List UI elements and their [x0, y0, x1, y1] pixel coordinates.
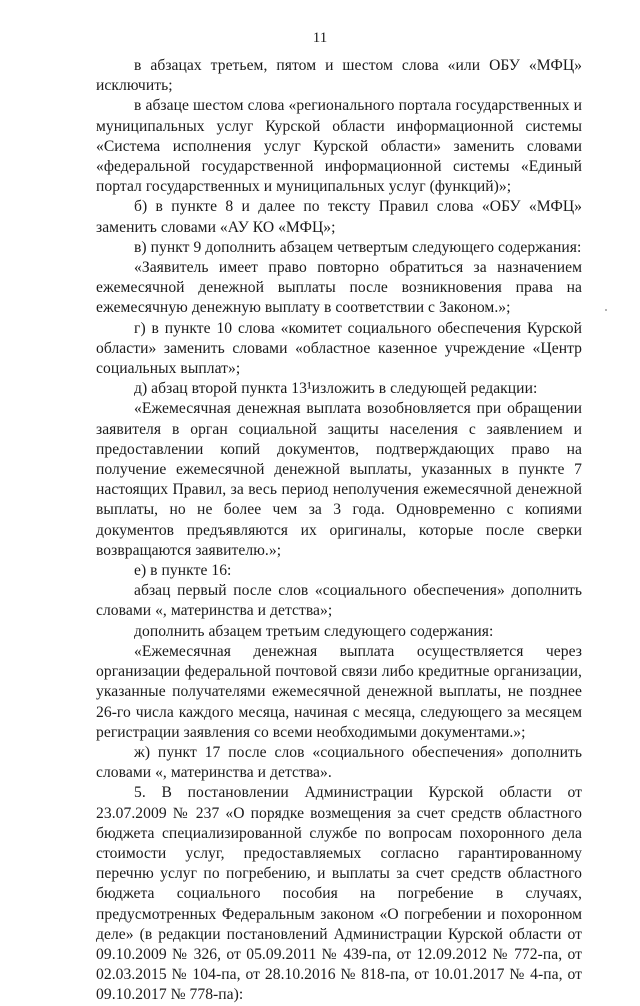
paragraph-2: в абзаце шестом слова «регионального портала государственных и муниципальных услуг Курской области информационной системы «Система исполнения услуг Курской области» заменить словами «федеральной государственной информационной системы «Единый портал государственных и муниципальных услуг (функций)»;: [96, 97, 582, 196]
paragraph-5: «Заявитель имеет право повторно обратиться за назначением ежемесячной денежной выплаты после возникновения права на ежемесячную денежную выплату в соответствии с Законом.»;: [96, 259, 582, 317]
paragraph-11: дополнить абзацем третьим следующего содержания:: [134, 622, 494, 640]
paragraph-6: г) в пункте 10 слова «комитет социального обеспечения Курской области» заменить словами «областное казенное учреждение «Центр социальных выплат»;: [96, 319, 582, 378]
paragraph-12: «Ежемесячная денежная выплата осуществляется через организации федеральной почтовой связи либо кредитные организации, указанные получателями ежемесячной денежной выплаты, не позднее 26-го числа каждого месяца, начиная с месяца, следующего за месяцем регистрации заявления со всеми необходимыми документами.»;: [96, 642, 582, 741]
paragraph-7: д) абзац второй пункта 13¹изложить в следующей редакции:: [134, 380, 538, 398]
scan-speck: [605, 309, 607, 311]
paragraph-14: 5. В постановлении Администрации Курской области от 23.07.2009 № 237 «О порядке возмещения за счет средств областного бюджета специализированной службе по вопросам похоронного дела стоимости услуг, предоставляемых согласно гарантированному перечню услуг по погребению, и выплаты за счет средств областного бюджета социального пособия на погребение в случаях, предусмотренных Федеральным законом «О погребении и похоронном деле» (в редакции постановлений Администрации Курской области от 09.10.2009 № 326, от 05.09.2011 № 439-па, от 12.09.2012 № 772-па, от 02.03.2015 № 104-па, от 28.10.2016 № 818-па, от 10.01.2017 № 4-па, от 09.10.2017 № 778-па):: [96, 784, 582, 1004]
paragraph-3: б) в пункте 8 и далее по тексту Правил слова «ОБУ «МФЦ» заменить словами «АУ КО «МФЦ»;: [96, 198, 582, 236]
paragraph-8: «Ежемесячная денежная выплата возобновляется при обращении заявителя в орган социальной защиты населения с заявлением и предоставлении копий документов, подтверждающих право на получение ежемесячной денежной выплаты, указанных в пункте 7 настоящих Правил, за весь период неполучения ежемесячной денежной выплаты, но не более чем за 3 года. Одновременно с копиями документов предъявляются их оригиналы, которые после сверки возвращаются заявителю.»;: [96, 400, 582, 559]
page-number: 11: [312, 30, 328, 46]
paragraph-4: в) пункт 9 дополнить абзацем четвертым следующего содержания:: [134, 238, 582, 256]
paragraph-10: абзац первый после слов «социального обеспечения» дополнить словами «, материнства и детства»;: [96, 582, 582, 620]
paragraph-1: в абзацах третьем, пятом и шестом слова «или ОБУ «МФЦ» исключить;: [96, 57, 582, 95]
paragraph-9: е) в пункте 16:: [134, 562, 232, 580]
document-body: [96, 56, 582, 1006]
paragraph-13: ж) пункт 17 после слов «социального обеспечения» дополнить словами «, материнства и детства».: [96, 743, 582, 782]
